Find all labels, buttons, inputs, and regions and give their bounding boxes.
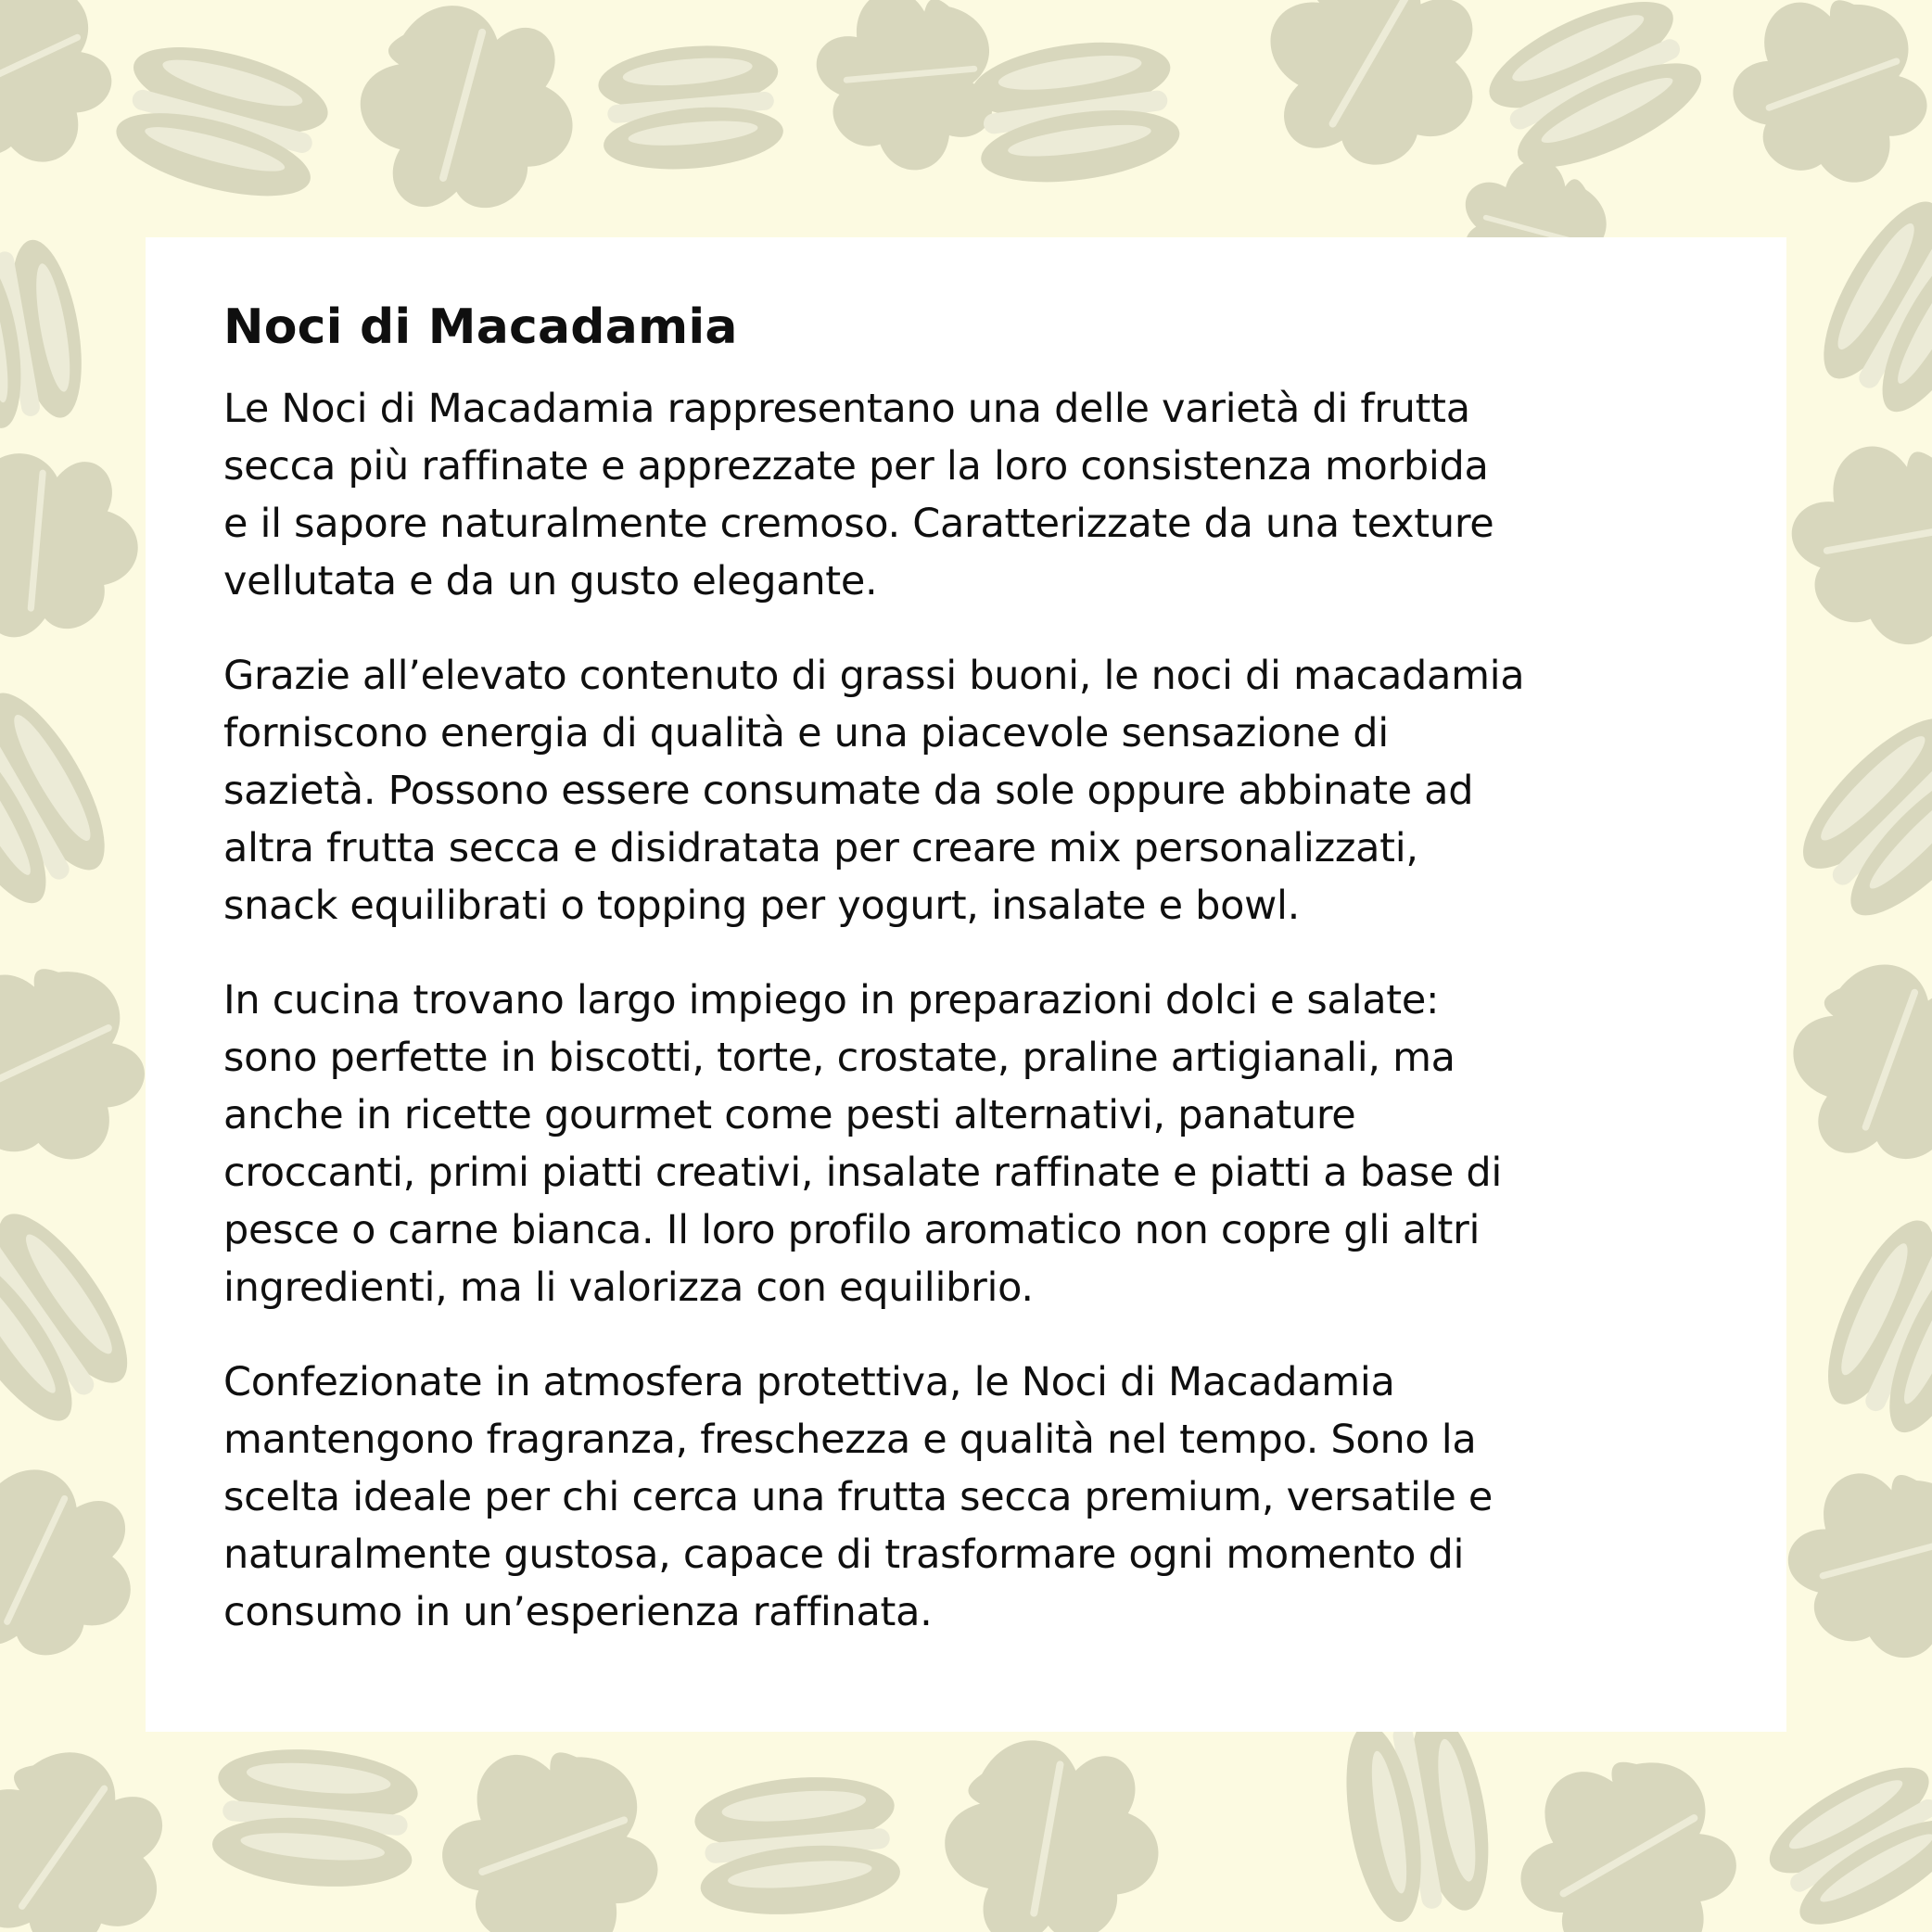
paragraph-line: secca più raffinate e apprezzate per la loro consistenza morbida	[223, 443, 1489, 489]
paragraph-line: anche in ricette gourmet come pesti alternativi, panature	[223, 1092, 1356, 1138]
page-title: Noci di Macadamia	[223, 299, 738, 355]
paragraph-line: sono perfette in biscotti, torte, crostate, praline artigianali, ma	[223, 1035, 1455, 1081]
paragraph-line: Le Noci di Macadamia rappresentano una delle varietà di frutta	[223, 386, 1470, 432]
paragraph-line: snack equilibrati o topping per yogurt, insalate e bowl.	[223, 883, 1300, 929]
description-card	[146, 237, 1786, 1732]
paragraph-line: Confezionate in atmosfera protettiva, le Noci di Macadamia	[223, 1359, 1395, 1405]
paragraph-line: ingredienti, ma li valorizza con equilibrio.	[223, 1265, 1034, 1311]
paragraph-line: forniscono energia di qualità e una piacevole sensazione di	[223, 710, 1389, 756]
paragraph-line: altra frutta secca e disidratata per creare mix personalizzati,	[223, 825, 1418, 871]
paragraph-cooking	[223, 972, 1731, 1316]
paragraph-line: naturalmente gustosa, capace di trasformare ogni momento di	[223, 1532, 1465, 1578]
paragraph-line: croccanti, primi piatti creativi, insalate raffinate e piatti a base di	[223, 1150, 1503, 1196]
paragraph-line: consumo in un’esperienza raffinata.	[223, 1589, 933, 1635]
paragraph-line: e il sapore naturalmente cremoso. Caratterizzate da una texture	[223, 501, 1494, 547]
paragraph-line: mantengono fragranza, freschezza e qualità nel tempo. Sono la	[223, 1417, 1477, 1463]
paragraph-line: sazietà. Possono essere consumate da sole oppure abbinate ad	[223, 768, 1474, 814]
paragraph-benefits	[223, 647, 1731, 934]
paragraph-intro	[223, 380, 1731, 610]
paragraph-line: In cucina trovano largo impiego in preparazioni dolci e salate:	[223, 977, 1440, 1023]
paragraph-line: vellutata e da un gusto elegante.	[223, 558, 878, 604]
paragraph-line: pesce o carne bianca. Il loro profilo aromatico non copre gli altri	[223, 1207, 1481, 1253]
paragraph-line: Grazie all’elevato contenuto di grassi buoni, le noci di macadamia	[223, 653, 1525, 699]
paragraph-packaging	[223, 1354, 1731, 1641]
paragraph-line: scelta ideale per chi cerca una frutta secca premium, versatile e	[223, 1474, 1493, 1520]
